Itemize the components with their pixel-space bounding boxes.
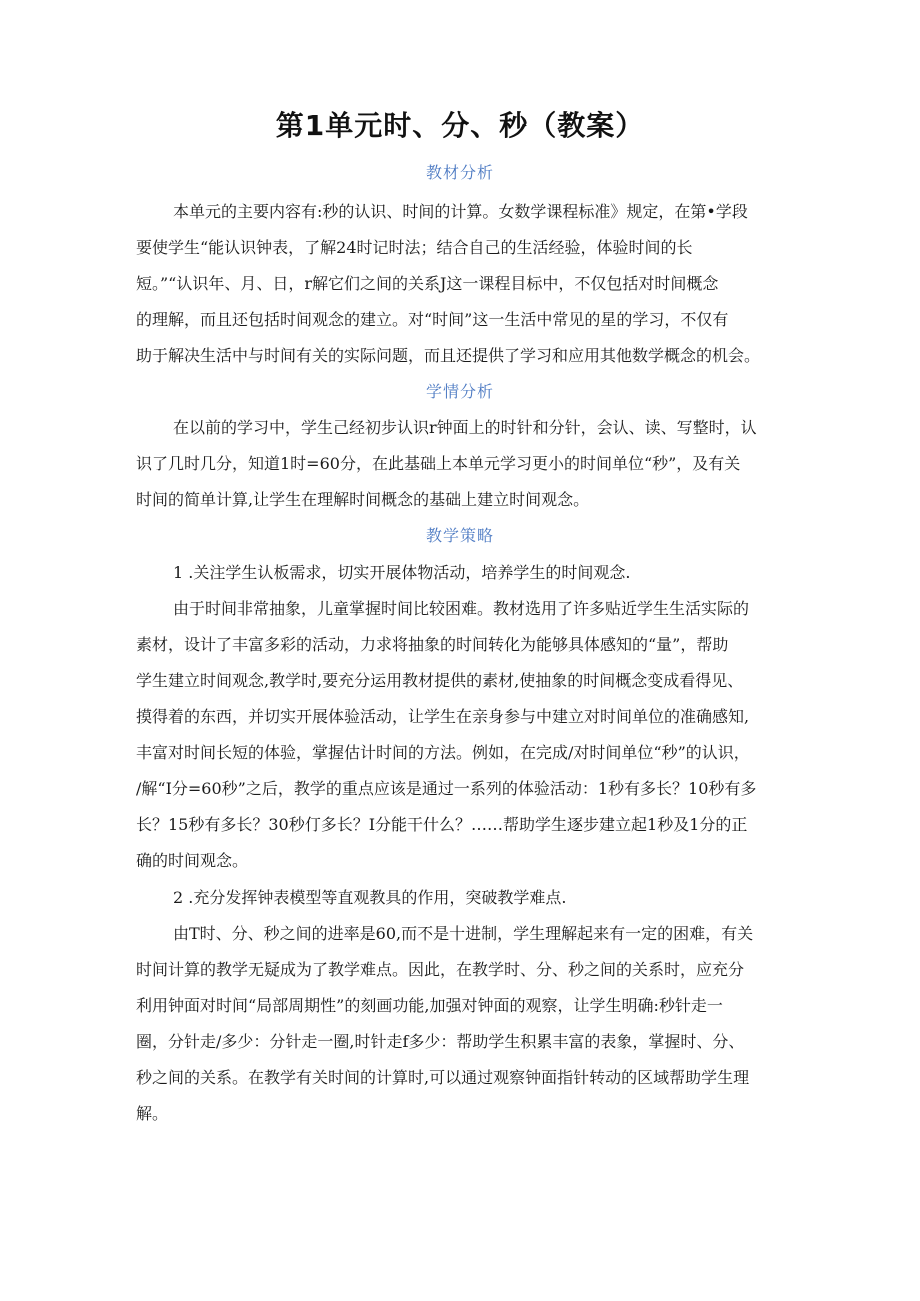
text-line: 秒之间的关系。在教学有关时间的计算时,可以通过观察钟面指针转动的区域帮助学生理 [136,1068,750,1087]
paragraph-strategy-point-2 [136,880,796,916]
paragraph-textbook-analysis [136,194,796,374]
paragraph-strategy-point-1 [136,555,796,591]
text-line: 助于解决生活中与时间有关的实际问题，而且还提供了学习和应用其他数学概念的机会。 [136,346,761,365]
text-line: 圈，分针走/多少：分针走一圈,时针走f多少：帮助学生积累丰富的表象，掌握时、分、 [136,1032,745,1051]
paragraph-learner-analysis [136,410,796,518]
text-line: 解。 [136,1104,169,1123]
text-line: 2 .充分发挥钟表模型等直观教具的作用，突破教学难点. [173,888,567,907]
text-line: 摸得着的东西，并切实开展体验活动，让学生在亲身参与中建立对时间单位的准确感知, [136,707,750,726]
text-line: 时间计算的教学无疑成为了教学难点。因此，在教学时、分、秒之间的关系时，应充分 [136,960,745,979]
text-line: /解“I分=60秒”之后，教学的重点应该是通过一系列的体验活动：1秒有多长？10秒有多 [136,779,757,798]
text-line: 由于时间非常抽象，儿童掌握时间比较困难。教材选用了许多贴近学生生活实际的 [173,599,750,618]
text-line: 素材，设计了丰富多彩的活动，力求将抽象的时间转化为能够具体感知的“量”，帮助 [136,635,729,654]
text-line: 确的时间观念。 [136,851,249,870]
text-line: 识了几时几分，知道1时=60分，在此基础上本单元学习更小的时间单位“秒”，及有关 [136,454,741,473]
text-line: 由T时、分、秒之间的进率是60,而不是十进制，学生理解起来有一定的困难，有关 [173,924,754,943]
section-heading-learner-analysis: 学情分析 [425,382,494,401]
paragraph-strategy-body-1 [136,591,796,879]
section-heading-textbook-analysis: 教材分析 [425,163,494,182]
text-line: 本单元的主要内容有:秒的认识、时间的计算。女数学课程标准》规定，在第•学段 [173,202,748,221]
section-heading-teaching-strategy: 教学策略 [425,526,494,545]
text-line: 短。”“认识年、月、日，r解它们之间的关系J这一课程目标中，不仅包括对时间概念 [136,274,719,293]
text-line: 1 .关注学生认板需求，切实开展体物活动，培养学生的时间观念. [173,563,631,582]
text-line: 长？15秒有多长？30秒仃多长？I分能干什么？……帮助学生逐步建立起1秒及1分的正 [136,815,748,834]
text-line: 要使学生“能认识钟表，了解24时记时法；结合自己的生活经验，体验时间的长 [136,238,693,257]
text-line: 时间的简单计算,让学生在理解时间概念的基础上建立时间观念。 [136,490,590,509]
paragraph-strategy-body-2 [136,916,796,1132]
text-line: 丰富对时间长短的体验，掌握估计时间的方法。例如，在完成/对时间单位“秒”的认识， [136,743,750,762]
text-line: 的理解，而且还包括时间观念的建立。对“时间”这一生活中常见的星的学习，不仅有 [136,310,729,329]
text-line: 学生建立时间观念,教学时,要充分运用教材提供的素材,使抽象的时间概念变成看得见、 [136,671,744,690]
document-title: 第1单元时、分、秒（教案） [275,109,645,142]
text-line: 在以前的学习中，学生己经初步认识r钟面上的时针和分针，会认、读、写整时，认 [173,418,757,437]
text-line: 利用钟面对时间“局部周期性”的刻画功能,加强对钟面的观察，让学生明确:秒针走一 [136,996,723,1015]
